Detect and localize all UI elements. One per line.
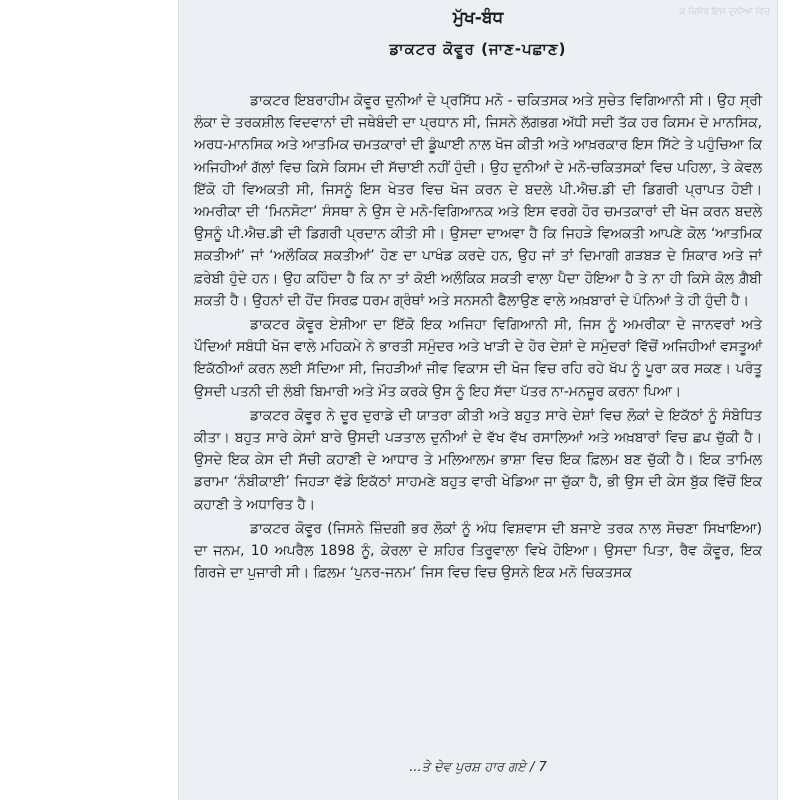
paragraph-4: ਡਾਕਟਰ ਕੋਵੂਰ (ਜਿਸਨੇ ਜ਼ਿੰਦਗੀ ਭਰ ਲੋਕਾਂ ਨੂੰ ਅੰਧ ਵਿਸ਼ਵਾਸ ਦੀ ਬਜਾਏ ਤਰਕ ਨਾਲ ਸੋਚਣਾ ਸਿਖਾਇਆ) ਦਾ ਜਨਮ, 10 ਅਪਰੈਲ 1898 ਨੂੰ, ਕੇਰਲਾ ਦੇ ਸ਼ਹਿਰ ਤਿਰੂਵਾਲਾ ਵਿਖੇ ਹੋਇਆ। ਉਸਦਾ ਪਿਤਾ, ਰੈਵ ਕੋਵੂਰ, ਇਕ ਗਿਰਜੇ ਦਾ ਪੁਜਾਰੀ ਸੀ। ਫ਼ਿਲਮ ‘ਪੁਨਰ-ਜਨਮ’ ਜਿਸ ਵਿਚ ਵਿਚ ਉਸਨੇ ਇਕ ਮਨੋ ਚਿਕਤਸਕ — [194, 520, 762, 582]
paragraph-1: ਡਾਕਟਰ ਇਬਰਾਹੀਮ ਕੋਵੂਰ ਦੁਨੀਆਂ ਦੇ ਪ੍ਰਸਿੱਧ ਮਨੋ - ਚਕਿਤਸਕ ਅਤੇ ਸੁਚੇਤ ਵਿਗਿਆਨੀ ਸੀ। ਉਹ ਸ੍ਰੀ ਲੰਕਾ ਦੇ ਤਰਕਸ਼ੀਲ ਵਿਦਵਾਨਾਂ ਦੀ ਜਥੇਬੰਦੀ ਦਾ ਪ੍ਰਧਾਨ ਸੀ, ਜਿਸਨੇ ਲੱਗਭਗ ਅੱਧੀ ਸਦੀ ਤੱਕ ਹਰ ਕਿਸਮ ਦੇ ਮਾਨਸਿਕ, ਅਰਧ-ਮਾਨਸਿਕ ਅਤੇ ਆਤਮਿਕ ਚਮਤਕਾਰਾਂ ਦੀ ਡੂੰਘਾਈ ਨਾਲ ਖੋਜ ਕੀਤੀ ਅਤੇ ਆਖ਼ਰਕਾਰ ਇਸ ਸਿੱਟੇ ਤੇ ਪਹੁੰਚਿਆ ਕਿ ਅਜਿਹੀਆਂ ਗੱਲਾਂ ਵਿਚ ਕਿਸੇ ਕਿਸਮ ਦੀ ਸੱਚਾਈ ਨਹੀਂ ਹੁੰਦੀ। ਉਹ ਦੁਨੀਆਂ ਦੇ ਮਨੋ-ਚਕਿਤਸਕਾਂ ਵਿਚ ਪਹਿਲਾ, ਤੇ ਕੇਵਲ ਇੱਕੋ ਹੀ ਵਿਅਕਤੀ ਸੀ, ਜਿਸਨੂੰ ਇਸ ਖੇਤਰ ਵਿਚ ਖੋਜ ਕਰਨ ਦੇ ਬਦਲੇ ਪੀ.ਐਚ.ਡੀ ਦੀ ਡਿਗਰੀ ਪ੍ਰਾਪਤ ਹੋਈ। ਅਮਰੀਕਾ ਦੀ ‘ਮਿਨਸੋਟਾ’ ਸੰਸਥਾ ਨੇ ਉਸ ਦੇ ਮਨੋ-ਵਿਗਿਆਨਕ ਅਤੇ ਇਸ ਵਰਗੇ ਹੋਰ ਚਮਤਕਾਰਾਂ ਦੀ ਖੋਜ ਕਰਨ ਬਦਲੇ ਉਸਨੂੰ ਪੀ.ਐਚ.ਡੀ ਦੀ ਡਿਗਰੀ ਪ੍ਰਦਾਨ ਕੀਤੀ ਸੀ। ਉਸਦਾ ਦਾਅਵਾ ਹੈ ਕਿ ਜਿਹੜੇ ਵਿਅਕਤੀ ਆਪਣੇ ਕੋਲ ‘ਆਤਮਿਕ ਸ਼ਕਤੀਆਂ’ ਜਾਂ ‘ਅਲੌਕਿਕ ਸ਼ਕਤੀਆਂ’ ਹੋਣ ਦਾ ਪਾਖੰਡ ਕਰਦੇ ਹਨ, ਉਹ ਜਾਂ ਤਾਂ ਦਿਮਾਗੀ ਗੜਬੜ ਦੇ ਸ਼ਿਕਾਰ ਅਤੇ ਜਾਂ ਫ਼ਰੇਬੀ ਹੁੰਦੇ ਹਨ। ਉਹ ਕਹਿੰਦਾ ਹੈ ਕਿ ਨਾ ਤਾਂ ਕੋਈ ਅਲੌਕਿਕ ਸ਼ਕਤੀ ਵਾਲਾ ਪੈਦਾ ਹੋਇਆ ਹੈ ਤੇ ਨਾ ਹੀ ਕਿਸੇ ਕੋਲ ਗ਼ੈਬੀ ਸ਼ਕਤੀ ਹੈ। ਉਹਨਾਂ ਦੀ ਹੋਂਦ ਸਿਰਫ਼ ਧਰਮ ਗ੍ਰੰਥਾਂ ਅਤੇ ਸਨਸਨੀ ਫੈਲਾਉਣ ਵਾਲੇ ਅਖ਼ਬਾਰਾਂ ਦੇ ਪੰਨਿਆਂ ਤੇ ਹੀ ਹੁੰਦੀ ਹੈ। — [194, 93, 762, 309]
page-subheading: ਡਾਕਟਰ ਕੋਵੂਰ (ਜਾਣ-ਪਛਾਣ) — [389, 40, 567, 58]
paragraph-3: ਡਾਕਟਰ ਕੋਵੂਰ ਨੇ ਦੂਰ ਦੁਰਾਡੇ ਦੀ ਯਾਤਰਾ ਕੀਤੀ ਅਤੇ ਬਹੁਤ ਸਾਰੇ ਦੇਸ਼ਾਂ ਵਿਚ ਲੋਕਾਂ ਦੇ ਇਕੱਠਾਂ ਨੂੰ ਸੰਬੋਧਿਤ ਕੀਤਾ। ਬਹੁਤ ਸਾਰੇ ਕੇਸਾਂ ਬਾਰੇ ਉਸਦੀ ਪੜਤਾਲ ਦੁਨੀਆਂ ਦੇ ਵੱਖ ਵੱਖ ਰਸਾਲਿਆਂ ਅਤੇ ਅਖ਼ਬਾਰਾਂ ਵਿਚ ਛਪ ਚੁੱਕੀ ਹੈ। ਉਸਦੇ ਇਕ ਕੇਸ ਦੀ ਸੱਚੀ ਕਹਾਣੀ ਦੇ ਆਧਾਰ ਤੇ ਮਲਿਆਲਮ ਭਾਸ਼ਾ ਵਿਚ ਇਕ ਫ਼ਿਲਮ ਬਣ ਚੁੱਕੀ ਹੈ। ਇਕ ਤਾਮਿਲ ਡਰਾਮਾ ‘ਨੰਬੀਕਾਈ’ ਜਿਹੜਾ ਵੱਡੇ ਇਕੱਠਾਂ ਸਾਹਮਣੇ ਬਹੁਤ ਵਾਰੀ ਖੇਡਿਆ ਜਾ ਚੁੱਕਾ ਹੈ, ਭੀ ਉਸ ਦੀ ਕੇਸ ਬੁੱਕ ਵਿੱਚੋਂ ਇਕ ਕਹਾਣੀ ਤੇ ਅਧਾਰਿਤ ਹੈ। — [194, 407, 762, 513]
page-heading: ਮੁੱਖ-ਬੰਧ — [452, 8, 504, 28]
paragraph-2: ਡਾਕਟਰ ਕੋਵੂਰ ਏਸ਼ੀਆ ਦਾ ਇੱਕੋ ਇਕ ਅਜਿਹਾ ਵਿਗਿਆਨੀ ਸੀ, ਜਿਸ ਨੂੰ ਅਮਰੀਕਾ ਦੇ ਜਾਨਵਰਾਂ ਅਤੇ ਪੌਦਿਆਂ ਸਬੰਧੀ ਖੋਜ ਵਾਲੇ ਮਹਿਕਮੇ ਨੇ ਭਾਰਤੀ ਸਮੁੰਦਰ ਅਤੇ ਖਾੜੀ ਦੇ ਹੋਰ ਦੇਸ਼ਾਂ ਦੇ ਸਮੁੰਦਰਾਂ ਵਿੱਚੋਂ ਅਜਿਹੀਆਂ ਵਸਤੂਆਂ ਇਕੱਠੀਆਂ ਕਰਨ ਲਈ ਸੱਦਿਆ ਸੀ, ਜਿਹੜੀਆਂ ਜੀਵ ਵਿਕਾਸ ਦੀ ਖੋਜ ਵਿਚ ਰਹਿ ਰਹੇ ਖੱਪ ਨੂੰ ਪੂਰਾ ਕਰ ਸਕਣ। ਪਰੰਤੂ ਉਸਦੀ ਪਤਨੀ ਦੀ ਲੰਬੀ ਬਿਮਾਰੀ ਅਤੇ ਮੌਤ ਕਰਕੇ ਉਸ ਨੂੰ ਇਹ ਸੱਦਾ ਪੱਤਰ ਨਾ-ਮਨਜ਼ੂਰ ਕਰਨਾ ਪਿਆ। — [194, 317, 762, 400]
bleed-through-text: ਕ ਕਿਸ਼ੋਰ ਇਸ ਦੁਨੀਆ ਵਿਚ — [679, 7, 770, 17]
book-page — [178, 0, 778, 800]
page-footer: ...ਤੇ ਦੇਵ ਪੁਰਸ਼ ਹਾਰ ਗਏ / 7 — [409, 760, 547, 775]
body-text — [194, 90, 762, 584]
